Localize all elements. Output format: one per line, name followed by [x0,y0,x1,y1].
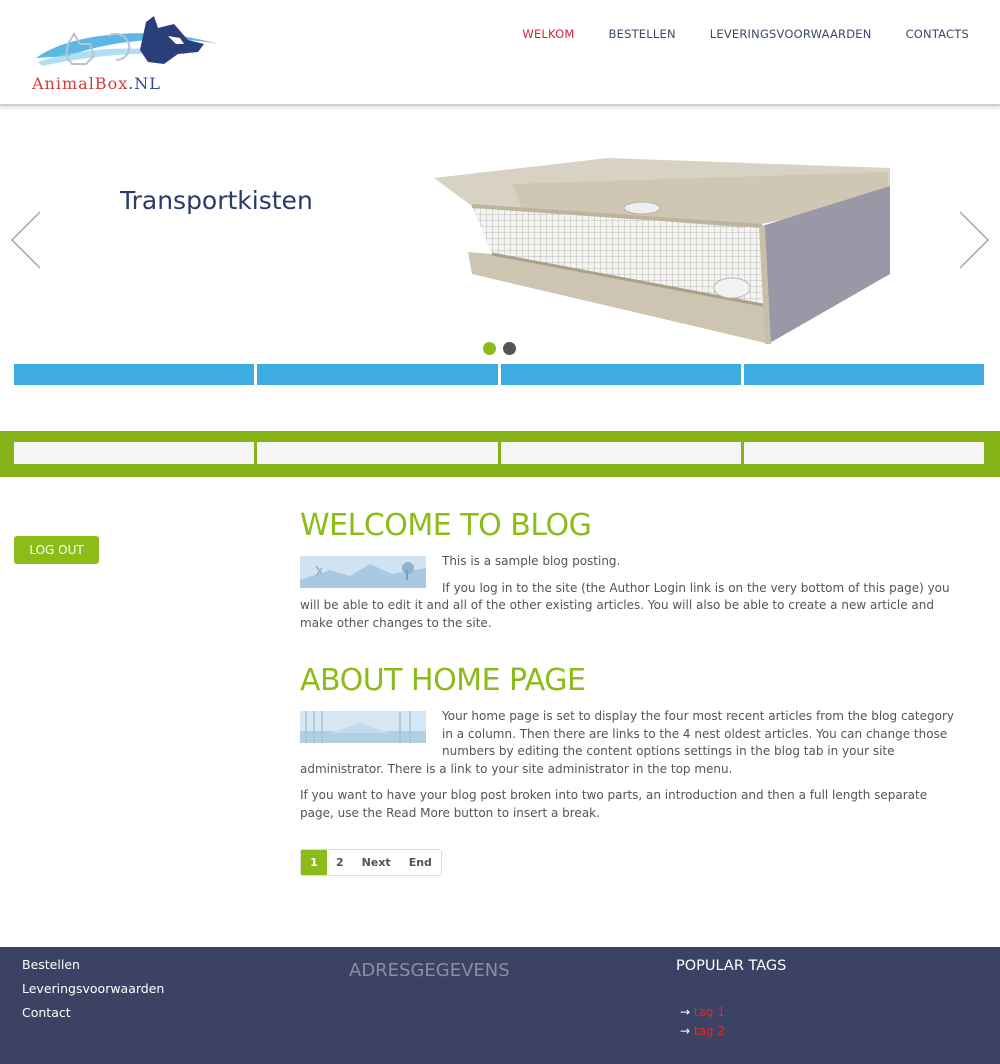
logo-wordmark-main: AnimalBox [32,74,129,93]
post-paragraph: Your home page is set to display the four most recent articles from the blog category in a column. Then there are links to the 4 nest oldest articles. You can change those numbers by editing the content options settings in the blog tab in your site administrator. There is a link to your site administrator in the top menu. [300,709,954,776]
site-header [0,0,1000,106]
slider-prev-arrow-icon[interactable] [8,210,42,270]
popular-tags-list [680,1003,725,1041]
footer-link-leveringsvoorwaarden[interactable]: Leveringsvoorwaarden [22,981,165,996]
site-footer [0,947,1000,1064]
popular-tags-heading: POPULAR TAGS [676,958,787,974]
blue-bar-segment [501,364,741,385]
arrow-right-icon: → [680,1024,694,1038]
tag-link[interactable]: tag 1 [693,1005,725,1019]
blog-post [300,508,956,641]
feature-cell [14,442,254,464]
footer-links [22,957,164,1029]
nav-bestellen[interactable]: BESTELLEN [608,27,676,41]
logo-wordmark-tld: .NL [128,74,161,93]
logo-wordmark [32,74,161,93]
slide-title: Transportkisten [120,186,313,215]
feature-cell [744,442,984,464]
post-paragraph: If you log in to the site (the Author Login link is on the very bottom of this page) you will be able to edit it and all of the other existing articles. You will also be able to create a new article and make other changes to the site. [300,580,950,630]
nav-welkom[interactable]: WELKOM [522,27,575,41]
nav-leveringsvoorwaarden[interactable]: LEVERINGSVOORWAARDEN [709,27,872,41]
page-2-button[interactable]: 2 [336,856,344,869]
footer-link-contact[interactable]: Contact [22,1005,71,1020]
slider-dot-2[interactable] [503,342,516,355]
arrow-right-icon: → [680,1005,694,1019]
hero-slider [0,108,1000,360]
blue-bar-segment [14,364,254,385]
next-page-button[interactable]: Next [361,856,391,869]
blue-feature-bar [14,364,984,385]
blog-post [300,663,956,831]
transport-crate-image [432,154,890,350]
slider-next-arrow-icon[interactable] [958,210,992,270]
post-paragraph: If you want to have your blog post broken into two parts, an introduction and then a full length separate page, use the Read More button to insert a break. [300,788,928,820]
nav-contacts[interactable]: CONTACTS [905,27,969,41]
tag-link[interactable]: tag 2 [693,1024,725,1038]
blue-bar-segment [257,364,497,385]
blue-bar-segment [744,364,984,385]
tag-item [680,1022,725,1041]
logout-button[interactable]: LOG OUT [14,536,99,564]
tag-item [680,1003,725,1022]
feature-cell [501,442,741,464]
post-paragraph: This is a sample blog posting. [442,554,621,568]
end-page-button[interactable]: End [408,856,432,869]
post-title[interactable]: ABOUT HOME PAGE [300,663,586,698]
feature-cell [257,442,497,464]
site-logo[interactable] [28,14,224,94]
slider-dots [483,342,516,355]
animal-logo-icon [28,14,224,78]
page-1-button[interactable]: 1 [301,850,327,875]
pagination [300,849,442,876]
slider-dot-1[interactable] [483,342,496,355]
main-nav [522,27,969,41]
address-heading: ADRESGEGEVENS [349,960,510,981]
green-band-cells [14,442,984,464]
post-thumbnail-image [300,711,426,743]
green-feature-band [0,431,1000,477]
post-thumbnail-image [300,556,426,588]
post-title[interactable]: WELCOME TO BLOG [300,508,592,543]
blog-content [300,508,956,831]
footer-link-bestellen[interactable]: Bestellen [22,957,80,972]
